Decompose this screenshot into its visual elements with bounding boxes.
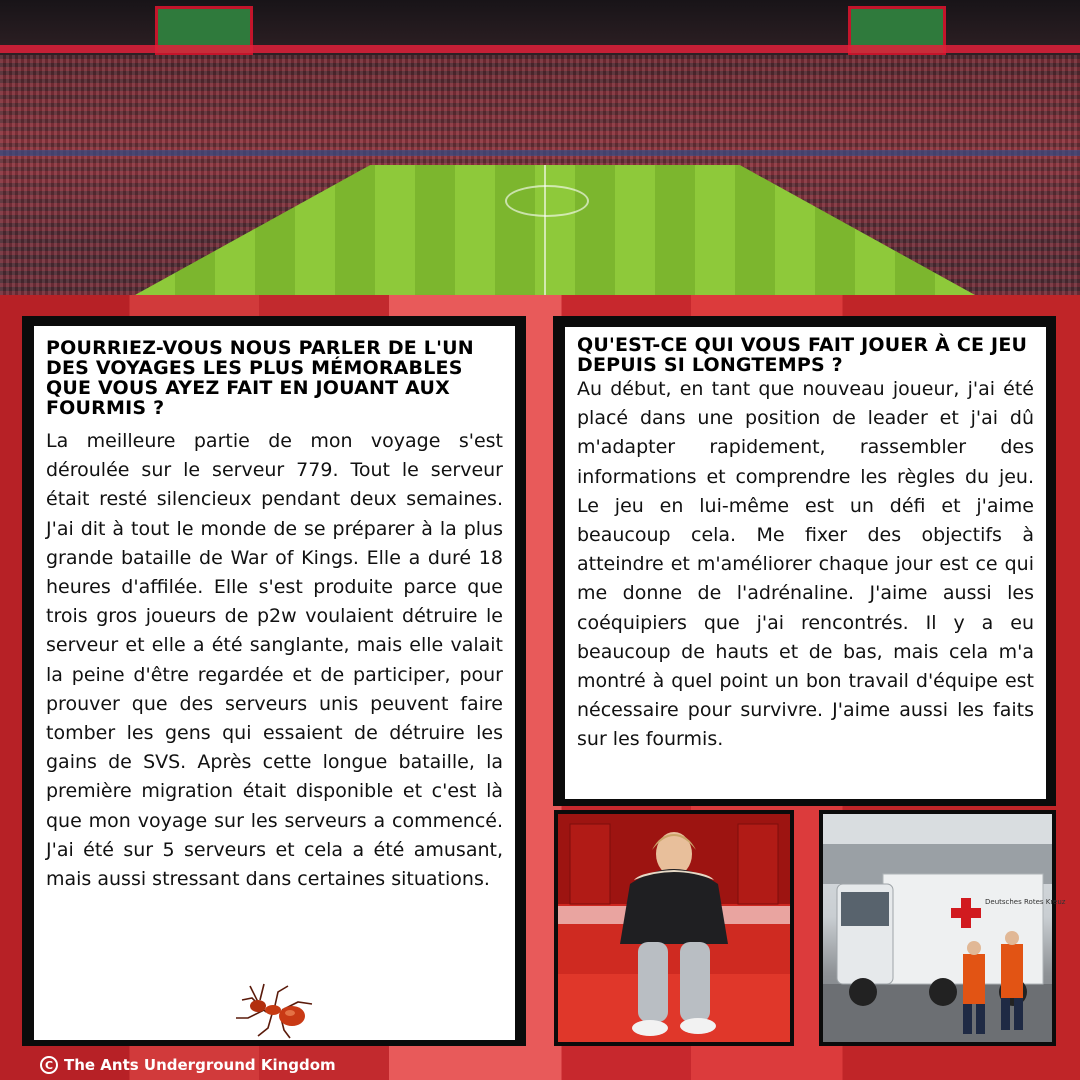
copyright-footer — [40, 1054, 336, 1076]
player-photo — [558, 814, 790, 1042]
truck-side-lettering: Deutsches Rotes Kreuz — [985, 898, 1066, 906]
red-cross-truck-photo — [823, 814, 1066, 1042]
stadium-tier-band — [0, 150, 1080, 156]
right-answer: Au début, en tant que nouveau joueur, j'ai été placé dans une position de leader et j'ai dû m'adapter rapidement, rassembler des informations et comprendre les règles du jeu. Le jeu en lui-même est un défi et j'aime beaucoup cela. Me fixer des objectifs à atteindre et m'améliorer chaque jour est ce qui me donne de l'adrénaline. J'aime aussi les coéquipiers que j'ai rencontrés. Il y a eu beaucoup de hauts et de bas, mais cela m'a montré à quel point un bon travail d'équipe est nécessaire pour survivre. J'aime aussi les faits sur les fourmis. — [577, 378, 1034, 751]
truck-illustration — [823, 814, 1066, 1042]
right-question: QU'EST-CE QUI VOUS FAIT JOUER À CE JEU DEPUIS SI LONGTEMPS ? — [577, 334, 1028, 376]
right-qa-card — [565, 327, 1046, 799]
ant-icon — [228, 978, 328, 1040]
left-qa-card — [34, 326, 515, 1040]
copyright-text: The Ants Underground Kingdom — [64, 1056, 336, 1074]
stadium-red-ring — [0, 45, 1080, 53]
stadium-banner-image — [0, 0, 1080, 295]
left-answer: La meilleure partie de mon voyage s'est déroulée sur le serveur 779. Tout le serveur était resté silencieux pendant deux semaines. J'ai dit à tout le monde de se préparer à la plus grande bataille de War of Kings. Elle a duré 18 heures d'affilée. Elle s'est produite parce que trois gros joueurs de p2w voulaient détruire le serveur et elle a été sanglante, mais elle valait la peine d'être regardée et de participer, pour prouver que des serveurs unis peuvent faire tomber les gens qui essaient de détruire les gains de SVS. Après cette longue bataille, la première migration était disponible et c'est là que mon voyage sur les serveurs a commencé. J'ai été sur 5 serveurs et cela a été amusant, mais aussi stressant dans certaines situations. — [46, 430, 503, 891]
player-illustration — [558, 814, 790, 1042]
left-question: POURRIEZ-VOUS NOUS PARLER DE L'UN DES VOYAGES LES PLUS MÉMORABLES QUE VOUS AYEZ FAIT EN JOUANT AUX FOURMIS ? — [46, 337, 474, 419]
pitch-center-circle — [505, 185, 589, 217]
copyright-icon: C — [40, 1056, 58, 1074]
